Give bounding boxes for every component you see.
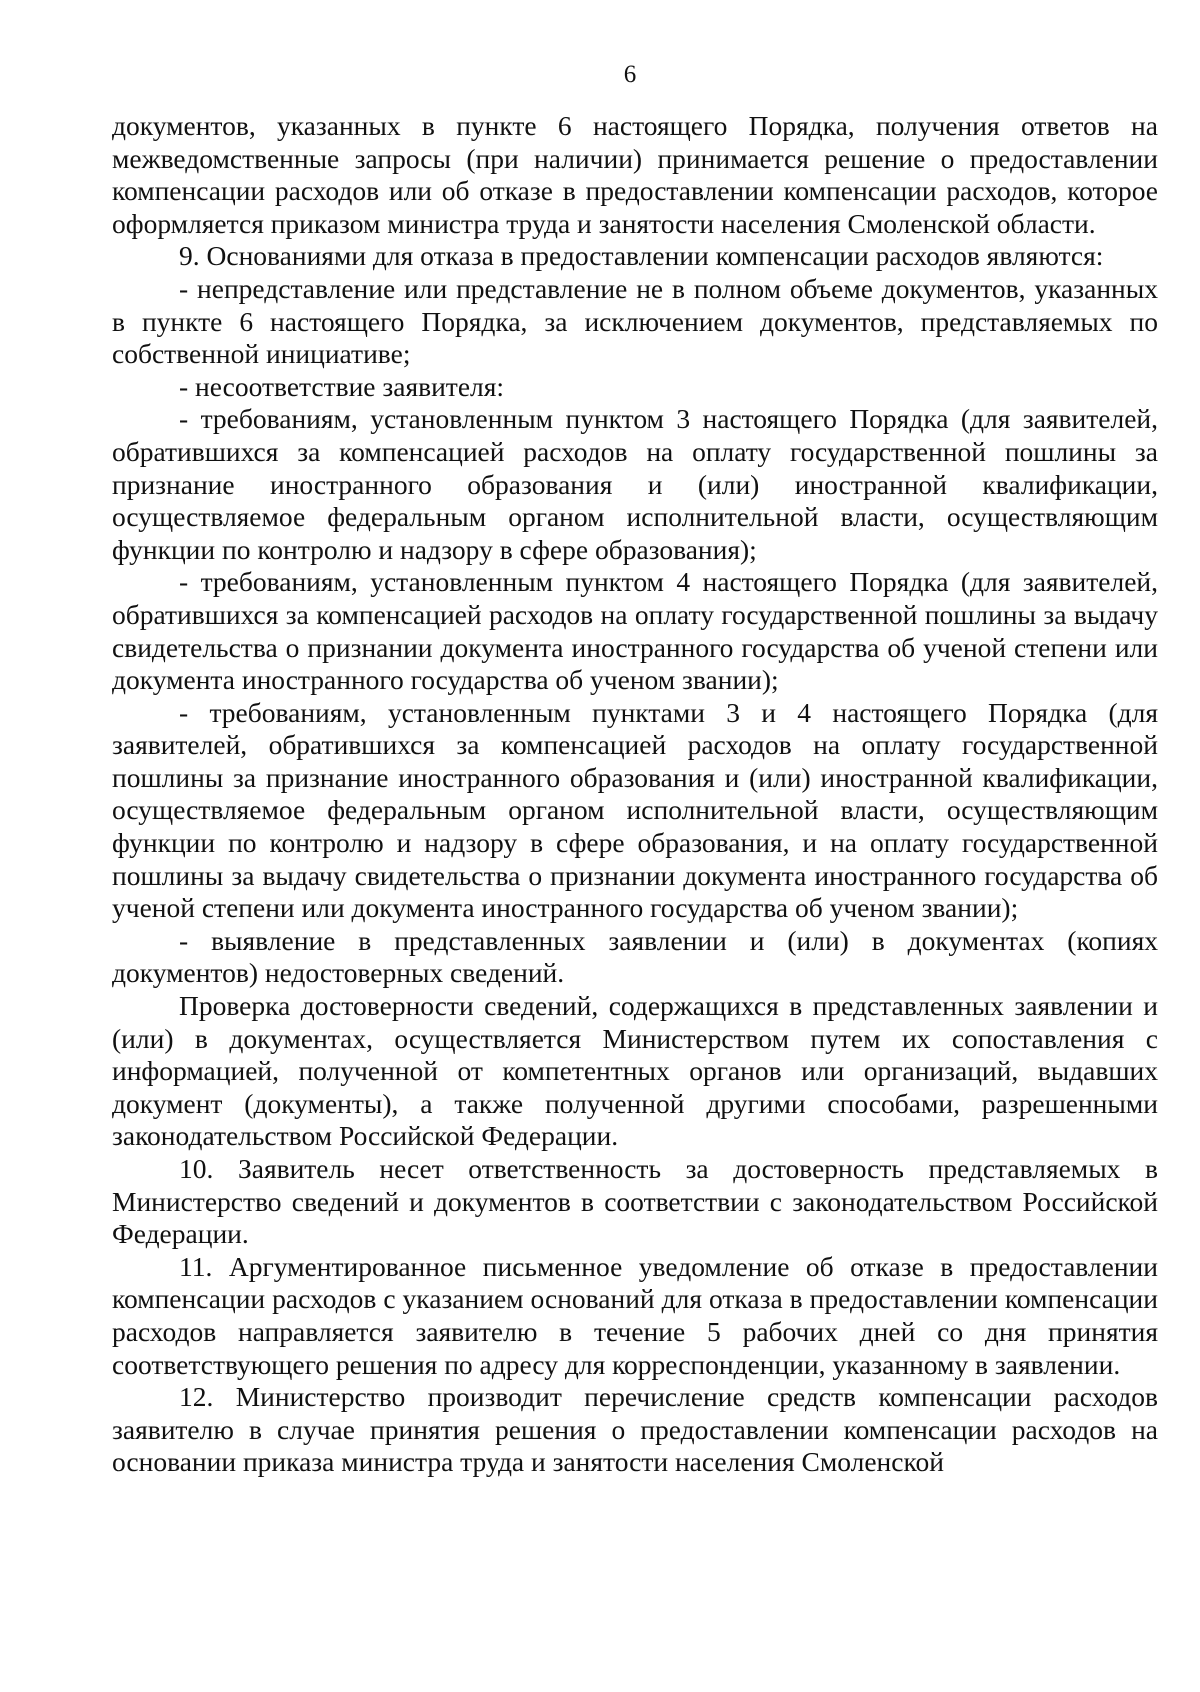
- document-body: [112, 110, 1158, 1479]
- page-number: 6: [623, 61, 637, 88]
- paragraph-item-9-requirements-point-4: - требованиям, установленным пунктом 4 настоящего Порядка (для заявителей, обратившихся за компенсацией расходов на оплату государственной пошлины за выдачу свидетельства о признании документа иностранного государства об ученой степени или документа иностранного государства об ученом звании);: [112, 566, 1158, 696]
- paragraph-item-10: 10. Заявитель несет ответственность за достоверность представляемых в Министерство сведений и документов в соответствии с законодательством Российской Федерации.: [112, 1153, 1158, 1250]
- paragraph-item-12: 12. Министерство производит перечисление средств компенсации расходов заявителю в случае принятия решения о предоставлении компенсации расходов на основании приказа министра труда и занятости населения Смоленской: [112, 1381, 1158, 1478]
- paragraph-item-9-heading: 9. Основаниями для отказа в предоставлении компенсации расходов являются:: [179, 240, 1104, 272]
- paragraph-item-9-requirements-points-3-4: - требованиям, установленным пунктами 3 и 4 настоящего Порядка (для заявителей, обратившихся за компенсацией расходов на оплату государственной пошлины за признание иностранного образования и (или) иностранной квалификации, осуществляемое федеральным органом исполнительной власти, осуществляющим функции по контролю и надзору в сфере образования, и на оплату государственной пошлины за выдачу свидетельства о признании документа иностранного государства об ученой степени или документа иностранного государства об ученом звании);: [112, 696, 1158, 924]
- paragraph-item-11: 11. Аргументированное письменное уведомление об отказе в предоставлении компенсации расходов с указанием оснований для отказа в предоставлении компенсации расходов направляется заявителю в течение 5 рабочих дней со дня принятия соответствующего решения по адресу для корреспонденции, указанному в заявлении.: [112, 1250, 1158, 1380]
- paragraph-item-9-requirements-point-3: - требованиям, установленным пунктом 3 настоящего Порядка (для заявителей, обратившихся за компенсацией расходов на оплату государственной пошлины за признание иностранного образования и (или) иностранной квалификации, осуществляемое федеральным органом исполнительной власти, осуществляющим функции по контролю и надзору в сфере образования);: [112, 403, 1158, 565]
- paragraph-verification: Проверка достоверности сведений, содержащихся в представленных заявлении и (или) в документах, осуществляется Министерством путем их сопоставления с информацией, полученной от компетентных органов или организаций, выдавших документ (документы), а также полученной другими способами, разрешенными законодательством Российской Федерации.: [112, 990, 1158, 1152]
- paragraph-item-9-false-information: - выявление в представленных заявлении и (или) в документах (копиях документов) недостоверных сведений.: [112, 924, 1158, 989]
- paragraph-item-9-noncompliance: - несоответствие заявителя:: [179, 370, 505, 402]
- paragraph-item-9-nonsubmission: - непредставление или представление не в полном объеме документов, указанных в пункте 6 настоящего Порядка, за исключением документов, представляемых по собственной инициативе;: [112, 272, 1158, 370]
- paragraph-decision-continuation: документов, указанных в пункте 6 настоящего Порядка, получения ответов на межведомственные запросы (при наличии) принимается решение о предоставлении компенсации расходов или об отказе в предоставлении компенсации расходов, которое оформляется приказом министра труда и занятости населения Смоленской области.: [112, 110, 1158, 239]
